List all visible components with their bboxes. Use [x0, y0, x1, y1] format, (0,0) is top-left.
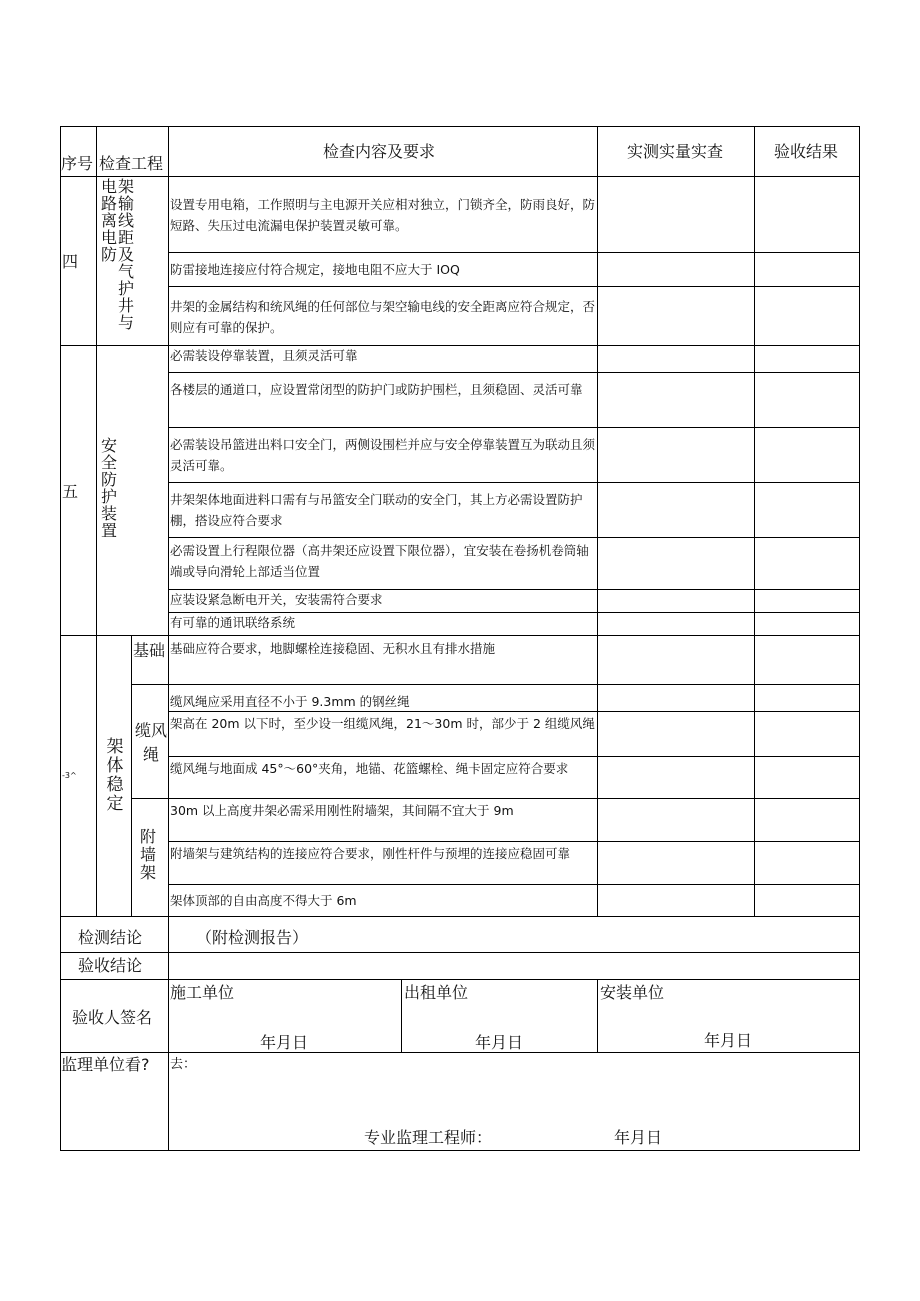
grid-line — [168, 126, 169, 1151]
grid-line — [60, 126, 61, 1151]
grid-line — [859, 126, 860, 1151]
section5-row-1: 必需装设停靠装置，且须灵活可靠 — [170, 348, 358, 363]
rental-date: 年月日 — [475, 1033, 524, 1052]
section5-row-6: 应装设紧急断电开关，安装需符合要求 — [170, 592, 383, 607]
grid-line — [168, 372, 860, 373]
grid-line — [168, 252, 860, 253]
section5-row-5: 必需设置上行程限位器（高井架还应设置下限位器），宜安装在卷扬机卷筒轴端或导向滑轮上部适当位置 — [170, 543, 589, 579]
grid-line — [60, 176, 860, 177]
grid-line — [168, 756, 860, 757]
install-date: 年月日 — [704, 1031, 753, 1050]
test-conclusion-label: 检测结论 — [78, 928, 143, 947]
section6-row-1: 基础应符合要求，地脚螺栓连接稳固、无积水且有排水措施 — [170, 641, 496, 656]
supervision-opinion: 去： — [170, 1057, 197, 1072]
section4-row-2: 防雷接地连接应付符合规定，接地电阻不应大于 IOQ — [170, 262, 460, 277]
section5-row-3: 必需装设吊篮进出料口安全门，两侧设围栏并应与安全停靠装置互为联动且须灵活可靠。 — [170, 437, 596, 473]
section6-row-4: 缆风绳与地面成 45°～60°夹角，地锚、花篮螺栓、绳卡固定应符合要求 — [170, 761, 569, 776]
grid-line — [401, 979, 402, 1053]
grid-line — [60, 916, 860, 917]
grid-line — [60, 126, 860, 127]
header-content: 检查内容及要求 — [323, 142, 436, 161]
section6-name: 架体稳定 — [106, 737, 124, 814]
accept-conclusion-label: 验收结论 — [78, 956, 143, 975]
section6-row-7: 架体顶部的自由高度不得大于 6m — [170, 893, 357, 908]
section6-sub-foundation: 基础 — [133, 641, 166, 660]
header-measured: 实测实量实查 — [627, 142, 724, 161]
section4-name-col2: 架输线距及气护井与 — [117, 177, 134, 332]
construction-unit-label: 施工单位 — [170, 983, 235, 1002]
section4-row-1: 设置专用电箱，工作照明与主电源开关应相对独立，门锁齐全，防雨良好，防短路、失压过电流漏电保护装置灵敏可靠。 — [170, 197, 596, 233]
grid-line — [168, 286, 860, 287]
section4-seq: 四 — [62, 252, 79, 271]
grid-line — [754, 126, 755, 916]
grid-line — [168, 482, 860, 483]
section5-name: 安全防护装置 — [100, 436, 117, 540]
test-conclusion-value: （附检测报告） — [196, 928, 309, 947]
section5-row-4: 井架架体地面进料口需有与吊篮安全门联动的安全门，其上方必需设置防护棚，搭设应符合要求 — [170, 492, 583, 528]
section6-row-2: 缆风绳应采用直径不小于 9.3mm 的钢丝绳 — [170, 694, 410, 709]
grid-line — [60, 1150, 860, 1151]
rental-unit-label: 出租单位 — [404, 983, 469, 1002]
construction-date: 年月日 — [260, 1033, 309, 1052]
header-result: 验收结果 — [774, 142, 839, 161]
section5-row-2: 各楼层的通道口，应设置常闭型的防护门或防护围栏，且须稳固、灵活可靠 — [170, 382, 583, 397]
grid-line — [60, 1052, 860, 1053]
grid-line — [168, 427, 860, 428]
supervision-label: 监理单位看? — [61, 1055, 150, 1074]
grid-line — [597, 126, 598, 916]
section5-row-7: 有可靠的通讯联络系统 — [170, 615, 296, 630]
section6-seq: -3^ — [62, 771, 77, 780]
header-item: 检查工程 — [99, 154, 164, 173]
grid-line — [131, 684, 860, 685]
grid-line — [131, 635, 132, 916]
section5-seq: 五 — [62, 482, 79, 501]
engineer-date: 年月日 — [614, 1128, 663, 1147]
signers-label: 验收人签名 — [72, 1008, 153, 1027]
section6-sub-wall: 附墙架 — [139, 827, 156, 882]
section4-row-3: 井架的金属结构和统风绳的任何部位与架空输电线的安全距离应符合规定，否则应有可靠的保护。 — [170, 299, 596, 335]
grid-line — [60, 952, 860, 953]
grid-line — [168, 841, 860, 842]
grid-line — [168, 537, 860, 538]
grid-line — [131, 798, 860, 799]
section6-sub-guy: 缆风绳 — [134, 721, 167, 764]
engineer-label: 专业监理工程师： — [364, 1128, 493, 1147]
grid-line — [168, 884, 860, 885]
section6-row-5: 30m 以上高度井架必需采用刚性附墙架，其间隔不宜大于 9m — [170, 803, 514, 818]
grid-line — [597, 979, 598, 1053]
install-unit-label: 安装单位 — [600, 983, 665, 1002]
section6-row-3: 架高在 20m 以下时，至少设一组缆风绳，21～30m 时，部少于 2 组缆风绳 — [170, 716, 595, 731]
grid-line — [60, 979, 860, 980]
section4-name-col1: 电路离电防 — [100, 177, 117, 264]
grid-line — [96, 126, 97, 916]
header-seq: 序号 — [61, 154, 94, 173]
grid-line — [60, 635, 860, 636]
section6-row-6: 附墙架与建筑结构的连接应符合要求，刚性杆件与预埋的连接应稳固可靠 — [170, 846, 571, 861]
